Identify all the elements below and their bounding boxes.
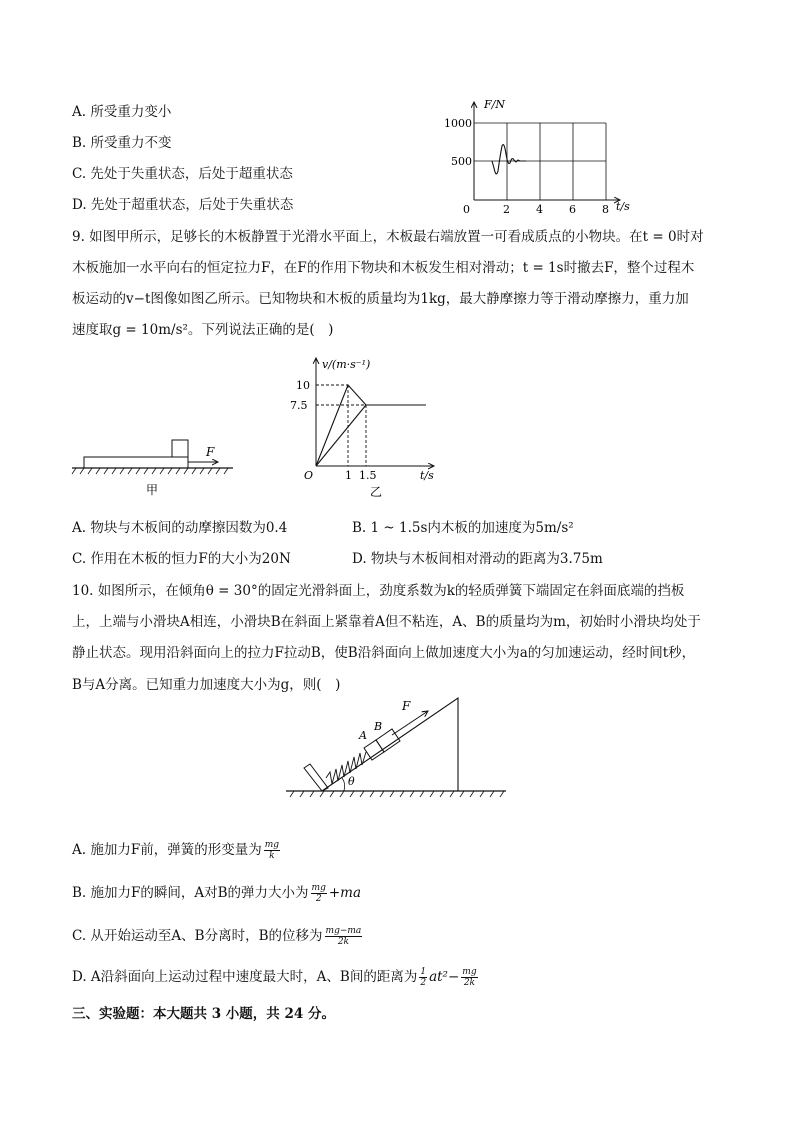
fraction: $\frac{mg}{k}$ xyxy=(264,840,279,861)
section-3-heading: 三、实验题：本大题共 3 小题，共 24 分。 xyxy=(72,1006,335,1022)
q9-stem-line-2: 木板施加一水平向右的恒定拉力F，在F的作用下物块和木板发生相对滑动；t = 1s时撤去F，整个过程木 xyxy=(72,260,695,276)
q10-option-d: D. A沿斜面向上运动过程中速度最大时，A、B间的距离为 $\frac{1}{2}$ at²− $\frac{mg}{2k}$ xyxy=(72,967,477,988)
ground-hatching xyxy=(290,791,504,797)
figure-label-yi: 乙 xyxy=(370,485,383,499)
q8-option-a: A. 所受重力变小 xyxy=(72,104,172,120)
q10-incline-figure xyxy=(282,692,512,804)
block-a-label: A xyxy=(359,729,367,742)
q9-velocity-time-graph xyxy=(286,352,446,502)
x-tick-8: 8 xyxy=(602,203,609,216)
x-axis-label: t/s xyxy=(616,200,630,213)
y-tick-500: 500 xyxy=(451,155,472,168)
x-axis-label: t/s xyxy=(420,469,434,482)
x-tick-1-5: 1.5 xyxy=(359,469,377,482)
y-tick-1000: 1000 xyxy=(444,117,472,130)
q10-stem-line-2: 上，上端与小滑块A相连，小滑块B在斜面上紧靠着A但不粘连，A、B的质量均为m，初始时小滑块均处于 xyxy=(72,614,701,630)
q9-option-a: A. 物块与木板间的动摩擦因数为0.4 xyxy=(72,520,288,536)
y-axis-label: v/(m·s⁻¹) xyxy=(322,358,371,371)
q10-option-c: C. 从开始运动至A、B分离时，B的位移为 $\frac{mg-ma}{2k}$ xyxy=(72,926,362,947)
board xyxy=(84,457,188,468)
board-velocity-line xyxy=(316,385,426,466)
x-tick-1: 1 xyxy=(345,469,352,482)
fraction: $\frac{mg-ma}{2k}$ xyxy=(325,926,362,947)
q8-option-d: D. 先处于超重状态，后处于失重状态 xyxy=(72,197,294,213)
block xyxy=(172,440,188,457)
q9-stem-line-4: 速度取g = 10m/s²。下列说法正确的是( ) xyxy=(72,322,334,338)
baffle xyxy=(304,764,328,791)
incline xyxy=(322,698,458,791)
fraction: $\frac{mg}{2}$ xyxy=(311,883,326,904)
force-label: F xyxy=(206,445,215,459)
q10-stem-line-1: 10. 如图所示，在倾角θ = 30°的固定光滑斜面上，劲度系数为k的轻质弹簧下端固定在斜面底端的挡板 xyxy=(72,583,685,599)
q9-stem-line-3: 板运动的v−t图像如图乙所示。已知物块和木板的质量均为1kg，最大静摩擦力等于滑动摩擦力，重力加 xyxy=(72,291,689,307)
q8-force-time-graph xyxy=(440,96,640,220)
force-curve xyxy=(492,145,526,174)
ground-hatching xyxy=(72,468,228,474)
q10-option-b: B. 施加力F的瞬间，A对B的弹力大小为 $\frac{mg}{2}$ +ma xyxy=(72,883,362,904)
x-tick-4: 4 xyxy=(536,203,543,216)
angle-arc xyxy=(342,778,345,791)
q10-stem-line-3: 静止状态。现用沿斜面向上的拉力F拉动B，使B沿斜面向上做加速度大小为a的匀加速运动，经时间t秒， xyxy=(72,645,696,661)
x-tick-6: 6 xyxy=(569,203,576,216)
y-tick-7-5: 7.5 xyxy=(290,399,308,412)
y-axis-label: F/N xyxy=(484,98,505,111)
block-velocity-line xyxy=(316,405,366,466)
origin-label: 0 xyxy=(463,203,470,216)
q9-option-d: D. 物块与木板间相对滑动的距离为3.75m xyxy=(352,551,603,567)
q9-option-c: C. 作用在木板的恒力F的大小为20N xyxy=(72,551,291,567)
force-label: F xyxy=(402,699,411,713)
q10-option-a: A. 施加力F前，弹簧的形变量为 $\frac{mg}{k}$ xyxy=(72,840,279,861)
grid xyxy=(474,123,606,200)
origin-label: O xyxy=(304,469,314,482)
angle-label: θ xyxy=(348,775,355,788)
x-tick-2: 2 xyxy=(503,203,510,216)
q9-option-b: B. 1 ~ 1.5s内木板的加速度为5m/s² xyxy=(352,520,574,536)
q10-stem-line-4: B与A分离。已知重力加速度大小为g，则( ) xyxy=(72,677,341,693)
fraction: $\frac{mg}{2k}$ xyxy=(462,967,477,988)
y-tick-10: 10 xyxy=(296,379,310,392)
q8-option-b: B. 所受重力不变 xyxy=(72,135,172,151)
figure-label-jia: 甲 xyxy=(146,483,159,497)
q8-option-c: C. 先处于失重状态，后处于超重状态 xyxy=(72,166,293,182)
q9-stem-line-1: 9. 如图甲所示，足够长的木板静置于光滑水平面上，木板最右端放置一可看成质点的小物块。在t = 0时对 xyxy=(72,229,704,245)
block-b-label: B xyxy=(374,720,383,733)
q9-figure-jia xyxy=(68,428,238,498)
fraction-half: $\frac{1}{2}$ xyxy=(420,967,427,988)
spring xyxy=(326,752,366,784)
